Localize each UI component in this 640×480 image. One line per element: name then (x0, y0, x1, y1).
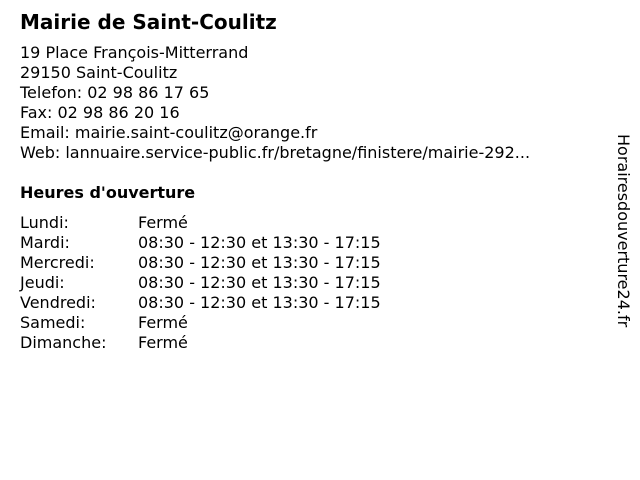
day-label: Lundi: (20, 213, 69, 232)
address-line-2: 29150 Saint-Coulitz (20, 63, 178, 82)
site-brand-vertical: Horairesdouverture24.fr (614, 134, 633, 328)
website-url: Web: lannuaire.service-public.fr/bretagne/finistere/mairie-292... (20, 143, 531, 162)
day-hours: 08:30 - 12:30 et 13:30 - 17:15 (138, 293, 381, 312)
day-label: Jeudi: (20, 273, 65, 292)
hours-heading: Heures d'ouverture (20, 183, 196, 202)
fax-number: Fax: 02 98 86 20 16 (20, 103, 180, 122)
email-address: Email: mairie.saint-coulitz@orange.fr (20, 123, 318, 142)
day-hours: Fermé (138, 313, 188, 332)
day-label: Vendredi: (20, 293, 96, 312)
day-hours: Fermé (138, 213, 188, 232)
contact-block (20, 43, 530, 163)
page-title: Mairie de Saint-Coulitz (20, 10, 277, 34)
address-line-1: 19 Place François-Mitterrand (20, 43, 249, 62)
phone-number: Telefon: 02 98 86 17 65 (20, 83, 210, 102)
day-label: Dimanche: (20, 333, 107, 352)
day-label: Mardi: (20, 233, 70, 252)
day-hours: 08:30 - 12:30 et 13:30 - 17:15 (138, 233, 381, 252)
day-label: Mercredi: (20, 253, 95, 272)
day-hours: 08:30 - 12:30 et 13:30 - 17:15 (138, 273, 381, 292)
day-hours: 08:30 - 12:30 et 13:30 - 17:15 (138, 253, 381, 272)
day-hours: Fermé (138, 333, 188, 352)
day-label: Samedi: (20, 313, 86, 332)
